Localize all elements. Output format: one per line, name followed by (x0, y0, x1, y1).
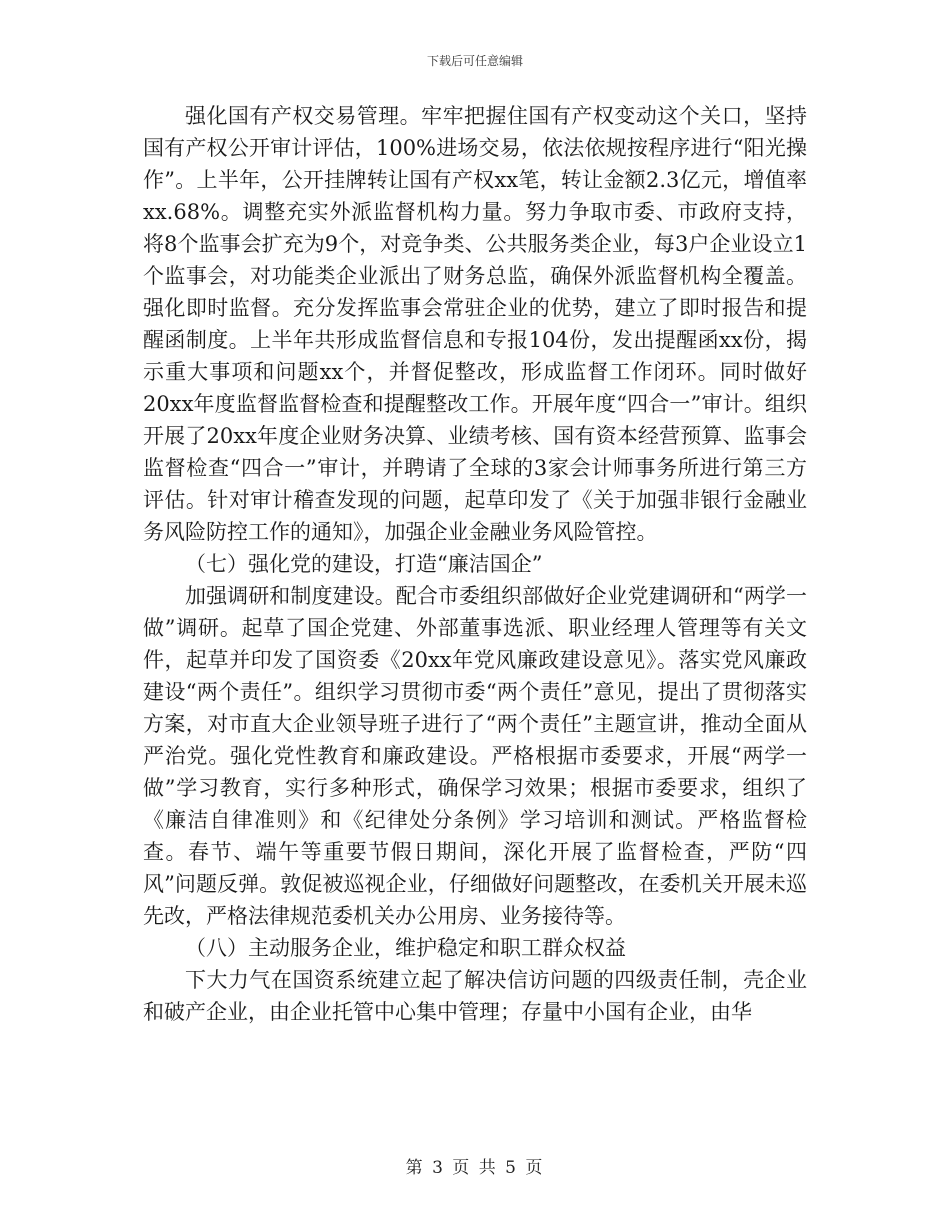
paragraph-state-property-trading: 强化国有产权交易管理。牢牢把握住国有产权变动这个关口，坚持国有产权公开审计评估，100%进场交易，依法依规按程序进行“阳光操作”。上半年，公开挂牌转让国有产权xx笔，转让金额2.3亿元，增值率xx.68%。调整充实外派监督机构力量。努力争取市委、市政府支持，将8个监事会扩充为9个，对竞争类、公共服务类企业，每3户企业设立1个监事会，对功能类企业派出了财务总监，确保外派监督机构全覆盖。强化即时监督。充分发挥监事会常驻企业的优势，建立了即时报告和提醒函制度。上半年共形成监督信息和专报104份，发出提醒函xx份，揭示重大事项和问题xx个，并督促整改，形成监督工作闭环。同时做好20xx年度监督监督检查和提醒整改工作。开展年度“四合一”审计。组织开展了20xx年度企业财务决算、业绩考核、国有资本经营预算、监事会监督检查“四合一”审计，并聘请了全球的3家会计师事务所进行第三方评估。针对审计稽查发现的问题，起草印发了《关于加强非银行金融业务风险防控工作的通知》，加强企业金融业务风险管控。 (143, 104, 807, 544)
paragraph-petition-responsibility: 下大力气在国资系统建立起了解决信访问题的四级责任制，壳企业和破产企业，由企业托管中心集中管理；存量中小国有企业，由华 (143, 968, 807, 1024)
document-body (143, 100, 807, 1028)
page-header: 下载后可任意编辑 (426, 54, 523, 68)
paragraph-party-building: 加强调研和制度建设。配合市委组织部做好企业党建调研和“两学一做”调研。起草了国企党建、外部董事选派、职业经理人管理等有关文件，起草并印发了国资委《20xx年党风廉政建设意见》。落实党风廉政建设“两个责任”。组织学习贯彻市委“两个责任”意见，提出了贯彻落实方案，对市直大企业领导班子进行了“两个责任”主题宣讲，推动全面从严治党。强化党性教育和廉政建设。严格根据市委要求，开展“两学一做”学习教育，实行多种形式，确保学习效果；根据市委要求，组织了《廉洁自律准则》和《纪律处分条例》学习培训和测试。严格监督检查。春节、端午等重要节假日期间，深化开展了监督检查，严防“四风”问题反弹。敦促被巡视企业，仔细做好问题整改，在委机关开展未巡先改，严格法律规范委机关办公用房、业务接待等。 (143, 584, 807, 928)
page-footer: 第 3 页 共 5 页 (405, 1158, 545, 1178)
section-heading-8: （八）主动服务企业，维护稳定和职工群众权益 (185, 936, 626, 960)
section-heading-7: （七）强化党的建设，打造“廉洁国企” (185, 552, 543, 576)
